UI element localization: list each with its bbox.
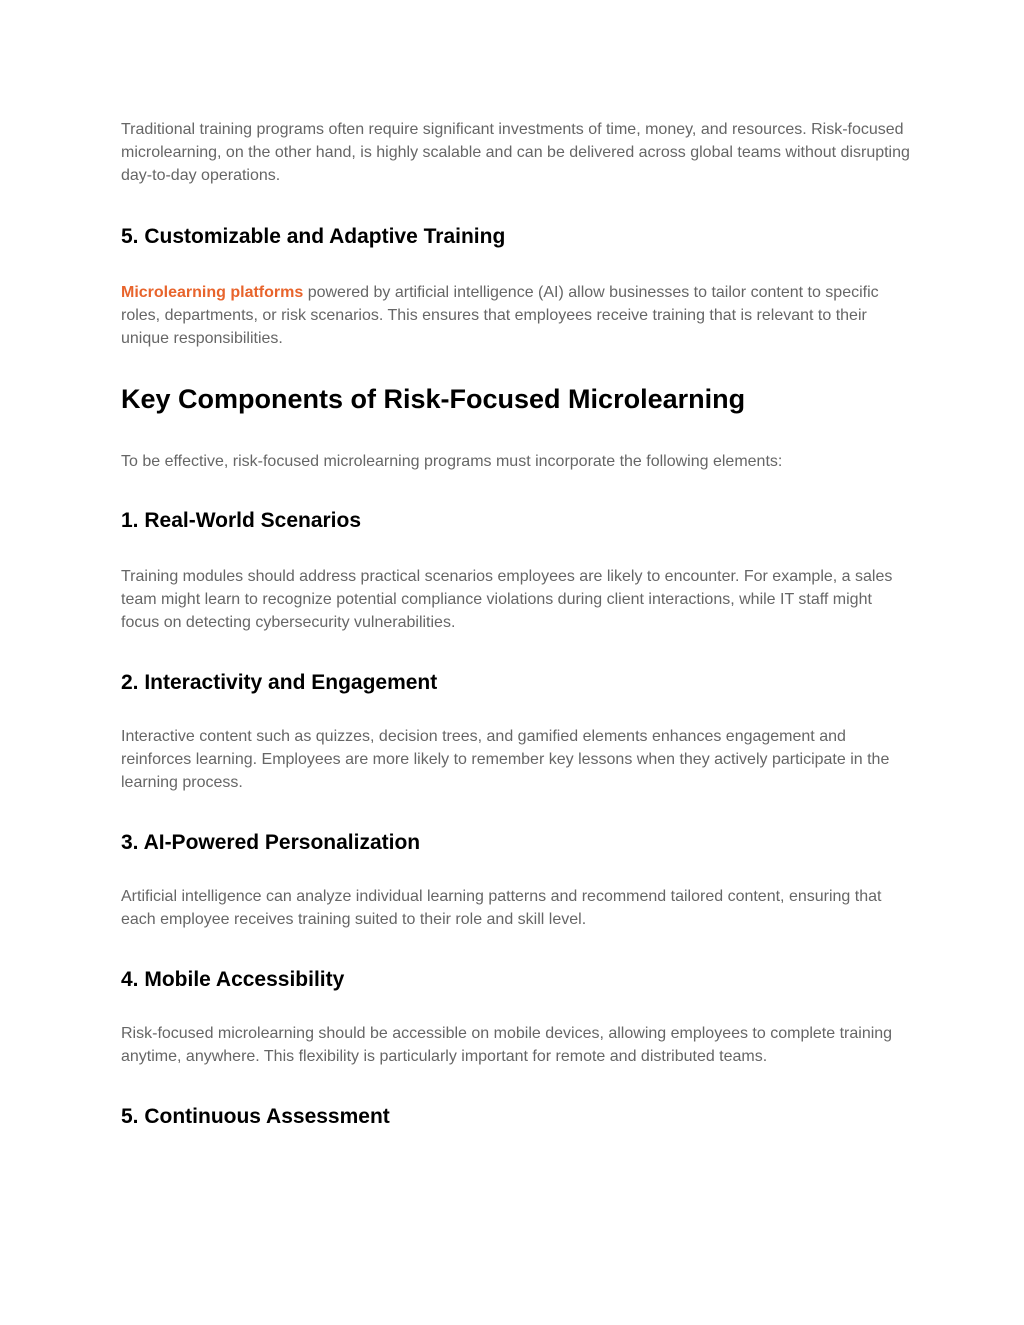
component-heading-mobile: 4. Mobile Accessibility — [121, 968, 345, 991]
component-body-mobile: Risk-focused microlearning should be accessible on mobile devices, allowing employees to complete training anytime, anywhere. This flexibility is particularly important for remote and distributed teams. — [121, 1025, 893, 1065]
key-components-title: Key Components of Risk-Focused Microlearning — [121, 384, 746, 414]
component-body-interactivity: Interactive content such as quizzes, decision trees, and gamified elements enhances engagement and reinforces learning. Employees are more likely to remember key lessons when they actively participate in the learning process. — [121, 728, 890, 791]
key-components-intro: To be effective, risk-focused microlearning programs must incorporate the following elements: — [121, 453, 783, 470]
customizable-body-text: powered by artificial intelligence (AI) allow businesses to tailor content to specific roles, departments, or risk scenarios. This ensures that employees receive training that is relevant to their unique responsibilities. — [121, 284, 879, 347]
document-page — [121, 118, 911, 1131]
component-heading-real-world: 1. Real-World Scenarios — [121, 509, 362, 532]
component-body-ai-personalization: Artificial intelligence can analyze individual learning patterns and recommend tailored content, ensuring that each employee receives training suited to their role and skill level. — [121, 888, 882, 928]
component-body-real-world: Training modules should address practical scenarios employees are likely to encounter. For example, a sales team might learn to recognize potential compliance violations during client interactions, while IT staff might focus on detecting cybersecurity vulnerabilities. — [121, 568, 893, 631]
component-heading-continuous-assessment: 5. Continuous Assessment — [121, 1105, 390, 1128]
intro-paragraph: Traditional training programs often require significant investments of time, money, and resources. Risk-focused microlearning, on the other hand, is highly scalable and can be delivered across global teams without disrupting day-to-day operations. — [121, 121, 910, 184]
microlearning-platforms-link[interactable]: Microlearning platforms — [121, 284, 304, 301]
component-heading-interactivity: 2. Interactivity and Engagement — [121, 671, 438, 694]
section-heading-customizable: 5. Customizable and Adaptive Training — [121, 225, 506, 248]
customizable-paragraph — [121, 281, 911, 350]
component-heading-ai-personalization: 3. AI-Powered Personalization — [121, 831, 421, 854]
